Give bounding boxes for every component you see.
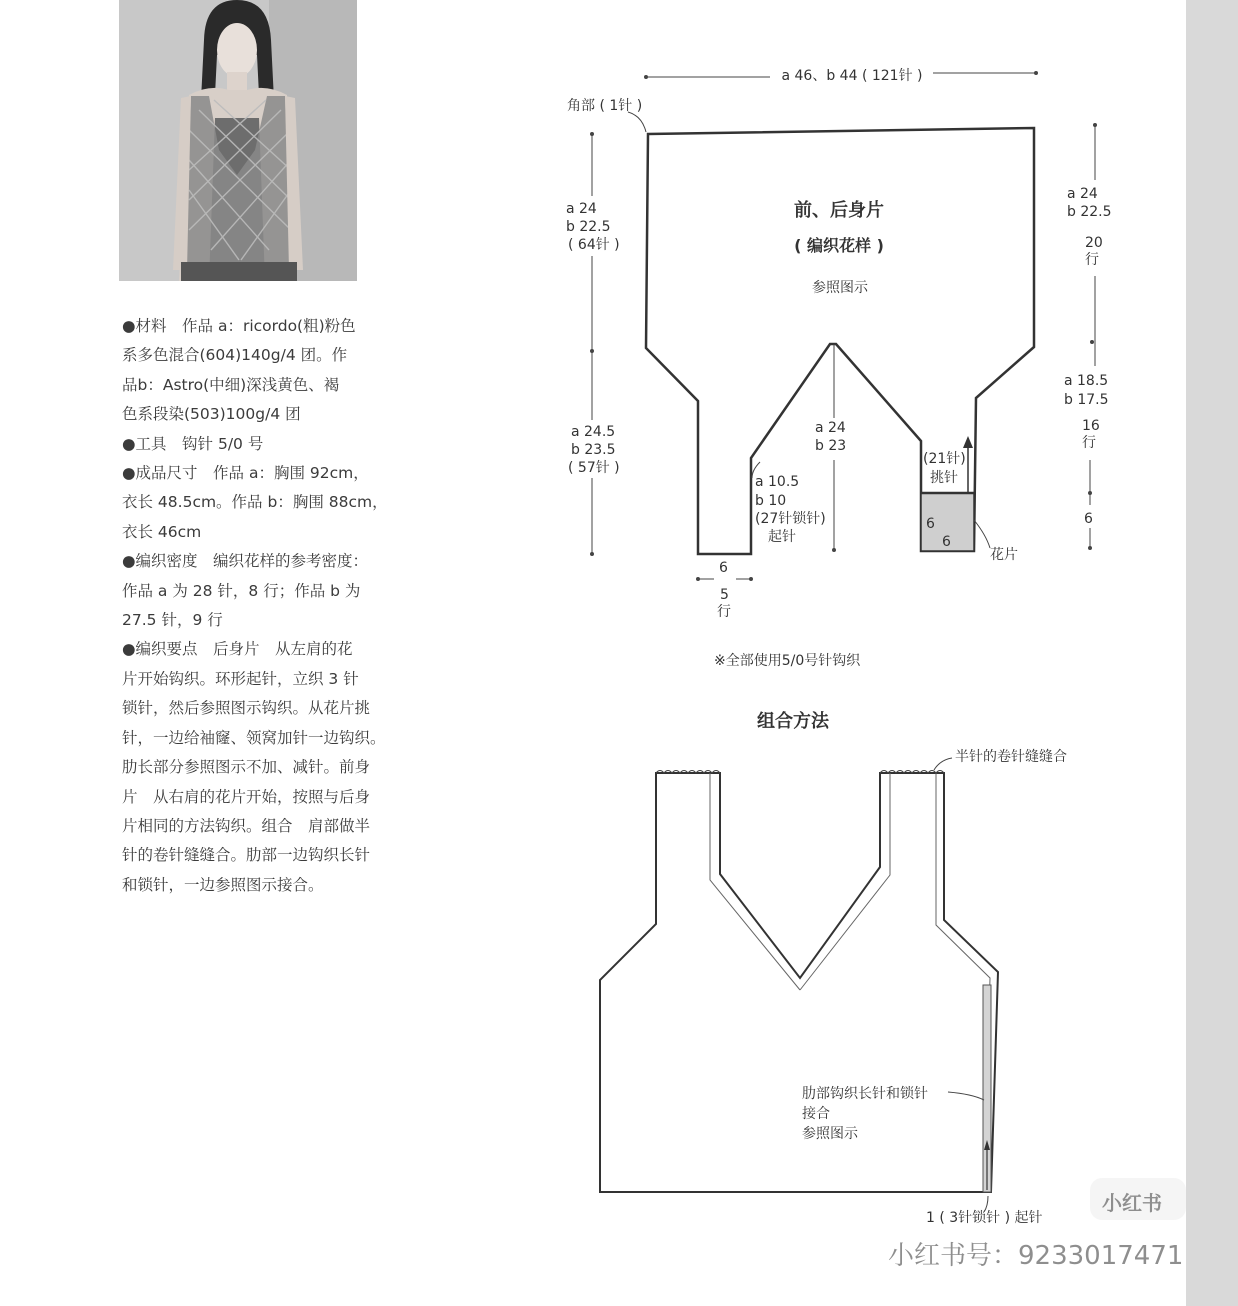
right-upper-b: b 22.5: [1067, 204, 1112, 220]
strap-start: 起针: [768, 529, 796, 545]
knitting-line-9: 和锁针，一边参照图示接合。: [122, 875, 324, 894]
left-upper-count: ( 64针 ): [568, 237, 620, 253]
strap-chain: (27针锁针): [755, 511, 826, 527]
right-upper-a: a 24: [1067, 186, 1098, 202]
right-mid-rows-unit: 行: [1082, 435, 1096, 451]
knitting-line-8: 针的卷针缝缝合。肋部一边钩织长针: [122, 846, 371, 865]
right-mid-b: b 17.5: [1064, 392, 1109, 408]
left-upper-a: a 24: [566, 201, 597, 217]
strap-b: b 10: [755, 493, 787, 509]
left-lower-count: ( 57针 ): [568, 460, 620, 476]
bottom-rows-unit: 行: [717, 604, 731, 620]
gauge-line-3: 27.5 针，9 行: [122, 611, 223, 630]
knitting-line-2: 片开始钩织。环形起针，立织 3 针: [122, 669, 359, 688]
material-line-2: 系多色混合(604)140g/4 团。作: [122, 346, 348, 365]
material-line-4: 色系段染(503)100g/4 团: [122, 405, 301, 424]
left-lower-b: b 23.5: [571, 442, 616, 458]
assembly-title: 组合方法: [757, 711, 829, 732]
strap-a: a 10.5: [755, 474, 800, 490]
material-line-1: ●材料 作品 a：ricordo(粗)粉色: [122, 317, 356, 335]
motif-side-label: 6: [926, 516, 935, 532]
neck-b: b 23: [815, 438, 847, 454]
pattern-diagram: [566, 67, 1112, 669]
needle-note: ※全部使用5/0号针钩织: [714, 653, 861, 669]
pickup-label: 挑针: [930, 470, 958, 486]
knitting-line-5: 肋长部分参照图示不加、减针。前身: [122, 758, 371, 777]
knitting-line-7: 片相同的方法钩织。组合 肩部做半: [122, 816, 371, 835]
watermark-logo: 小红书: [1102, 1191, 1162, 1215]
piece-subtitle: ( 编织花样 ): [794, 236, 884, 255]
knitting-line-6: 片 从右肩的花片开始，按照与后身: [122, 787, 371, 806]
side-label-1: 肋部钩织长针和锁针: [802, 1086, 928, 1102]
material-line-3: 品b：Astro(中细)深浅黄色、褐: [122, 375, 340, 394]
piece-title: 前、后身片: [794, 200, 884, 221]
assembly-outline: [600, 773, 998, 1192]
motif-bottom-label: 6: [942, 534, 951, 550]
right-mid-a: a 18.5: [1064, 373, 1109, 389]
left-upper-b: b 22.5: [566, 219, 611, 235]
assembly-diagram: [600, 710, 1067, 1226]
right-upper-rows: 20: [1085, 235, 1103, 251]
right-low-rows: 6: [1084, 511, 1093, 527]
shoulder-seam-label: 半针的卷针缝缝合: [955, 749, 1067, 765]
start-label: 1 ( 3针锁针 ) 起针: [926, 1210, 1043, 1226]
piece-ref: 参照图示: [812, 280, 868, 296]
side-label-3: 参照图示: [802, 1126, 858, 1142]
pickup-count: (21针): [923, 451, 966, 467]
side-label-2: 接合: [802, 1106, 830, 1122]
tool-line-1: ●工具 钩针 5/0 号: [122, 434, 264, 453]
gauge-line-2: 作品 a 为 28 针，8 行；作品 b 为: [122, 581, 361, 600]
bottom-rows: 5: [720, 587, 729, 603]
motif-label: 花片: [990, 547, 1018, 563]
gauge-line-1: ●编织密度 编织花样的参考密度：: [122, 552, 369, 571]
corner-label: 角部 ( 1针 ): [567, 98, 643, 114]
left-lower-a: a 24.5: [571, 424, 616, 440]
top-width-label: a 46、b 44 ( 121针 ): [781, 68, 923, 84]
watermark-account: 小红书号：9233017471: [888, 1241, 1184, 1271]
size-line-2: 衣长 48.5cm。作品 b：胸围 88cm，: [122, 493, 388, 512]
right-upper-rows-unit: 行: [1085, 252, 1099, 268]
knitting-line-1: ●编织要点 后身片 从左肩的花: [122, 640, 353, 659]
size-line-1: ●成品尺寸 作品 a：胸围 92cm，: [122, 464, 369, 483]
neck-a: a 24: [815, 420, 846, 436]
knitting-line-3: 锁针，然后参照图示钩织。从花片挑: [122, 699, 371, 718]
pattern-outline: [646, 128, 1034, 554]
knitting-line-4: 针，一边给袖窿、领窝加针一边钩织。: [122, 728, 386, 747]
right-mid-rows: 16: [1082, 418, 1100, 434]
bottom-width-label: 6: [719, 560, 728, 576]
size-line-3: 衣长 46cm: [122, 522, 202, 541]
